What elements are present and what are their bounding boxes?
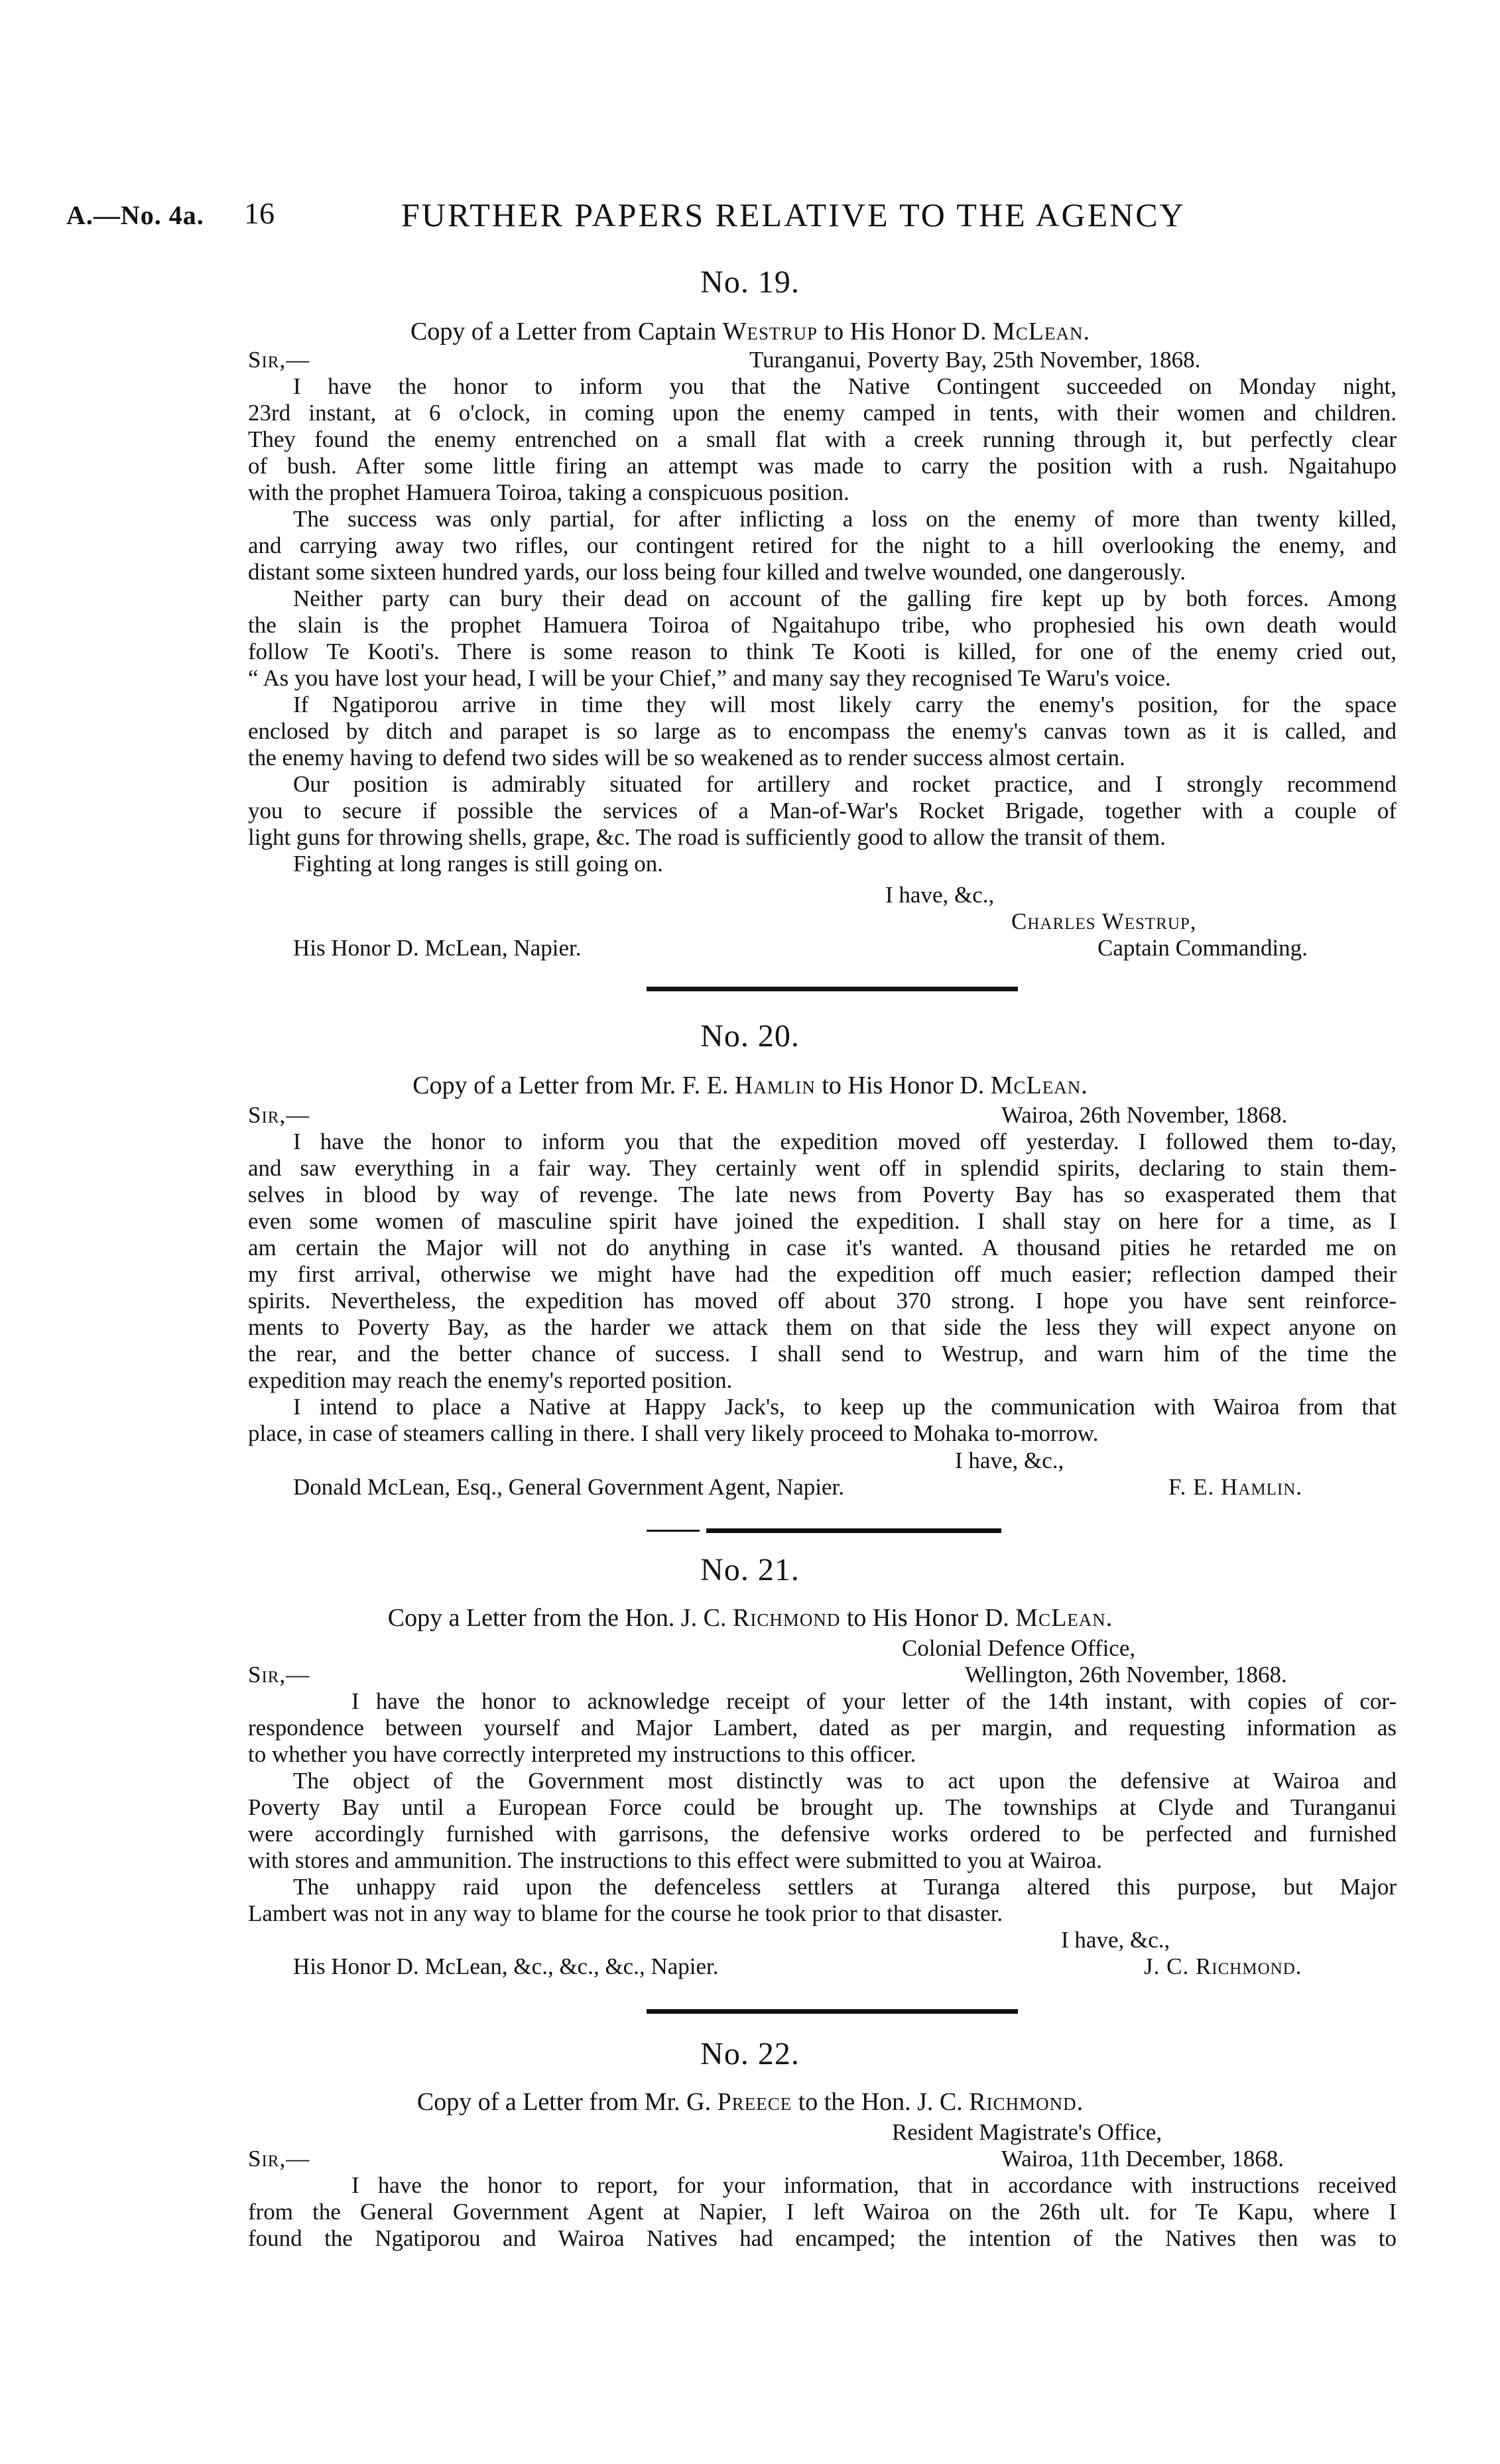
body-line: Neither party can bury their dead on account of the galling fire kept up by both forces. Among [293, 585, 1397, 611]
body-line: I have the honor to acknowledge receipt of your letter of the 14th instant, with copies of cor- [351, 1688, 1397, 1714]
place-line: Colonial Defence Office, [902, 1635, 1136, 1661]
addressee: Donald McLean, Esq., General Government Agent, Napier. [293, 1474, 844, 1500]
section-number: No. 20. [700, 1018, 800, 1054]
signature: Charles Westrup, [1011, 908, 1197, 934]
body-line: distant some sixteen hundred yards, our loss being four killed and twelve wounded, one dangerously. [248, 559, 1186, 585]
section-number: No. 21. [700, 1552, 800, 1587]
salutation: Sir,— [248, 347, 310, 373]
salutation: Sir,— [248, 1662, 310, 1688]
body-line: The success was only partial, for after inflicting a loss on the enemy of more than twenty killed, [293, 506, 1397, 532]
running-title: FURTHER PAPERS RELATIVE TO THE AGENCY [401, 196, 1186, 233]
addressee: His Honor D. McLean, Napier. [293, 935, 582, 961]
body-line: found the Ngatiporou and Wairoa Natives had encamped; the intention of the Natives then was to [248, 2225, 1397, 2251]
place-date: Turanganui, Poverty Bay, 25th November, 1868. [749, 347, 1201, 373]
place-date: Wellington, 26th November, 1868. [965, 1662, 1287, 1688]
body-line: If Ngatiporou arrive in time they will most likely carry the enemy's position, for the space [293, 692, 1397, 717]
paper-reference: A.—No. 4a. [66, 200, 204, 230]
body-line: follow Te Kooti's. There is some reason to think Te Kooti is killed, for one of the enemy cried out, [248, 639, 1397, 664]
body-line: I have the honor to report, for your information, that in accordance with instructions received [351, 2172, 1397, 2198]
section-divider [647, 2009, 1018, 2014]
letter-heading: Copy of a Letter from Mr. G. Preece to the Hon. J. C. Richmond. [416, 2088, 1084, 2116]
section-divider [706, 1528, 1001, 1533]
signature: J. C. Richmond. [1144, 1953, 1302, 1979]
body-line: I have the honor to inform you that the expedition moved off yesterday. I followed them to-day, [293, 1129, 1397, 1154]
body-line: 23rd instant, at 6 o'clock, in coming upon the enemy camped in tents, with their women and children. [248, 400, 1397, 426]
closing: I have, &c., [955, 1448, 1064, 1473]
body-line: respondence between yourself and Major Lambert, dated as per margin, and requesting information as [248, 1715, 1397, 1741]
body-line: with stores and ammunition. The instructions to this effect were submitted to you at Wairoa. [248, 1847, 1103, 1873]
body-line: of bush. After some little firing an attempt was made to carry the position with a rush. Ngaitahupo [248, 453, 1397, 479]
body-line: to whether you have correctly interpreted my instructions to this officer. [248, 1741, 916, 1767]
body-line: Lambert was not in any way to blame for the course he took prior to that disaster. [248, 1900, 1003, 1926]
body-line: were accordingly furnished with garrisons, the defensive works ordered to be perfected and furnished [248, 1821, 1397, 1847]
body-line: Fighting at long ranges is still going on. [293, 851, 664, 877]
body-line: my first arrival, otherwise we might have had the expedition off much easier; reflection damped their [248, 1261, 1397, 1287]
body-line: selves in blood by way of revenge. The late news from Poverty Bay has so exasperated them that [248, 1182, 1397, 1207]
salutation: Sir,— [248, 2146, 310, 2172]
body-line: am certain the Major will not do anything in case it's wanted. A thousand pities he retarded me on [248, 1235, 1397, 1261]
place-date: Wairoa, 26th November, 1868. [1001, 1102, 1288, 1128]
body-line: the rear, and the better chance of success. I shall send to Westrup, and warn him of the time the [248, 1341, 1397, 1367]
body-line: spirits. Nevertheless, the expedition has moved off about 370 strong. I hope you have sent reinforce- [248, 1288, 1397, 1314]
body-line: I have the honor to inform you that the Native Contingent succeeded on Monday night, [293, 373, 1397, 399]
body-line: expedition may reach the enemy's reported position. [248, 1367, 733, 1393]
section-divider-tail [647, 1530, 700, 1532]
body-line: Our position is admirably situated for artillery and rocket practice, and I strongly recommend [293, 771, 1397, 797]
letter-heading: Copy of a Letter from Captain Westrup to His Honor D. McLean. [410, 318, 1090, 345]
section-number: No. 19. [700, 265, 800, 300]
body-line: light guns for throwing shells, grape, &c. The road is sufficiently good to allow the transit of them. [248, 824, 1166, 850]
signature-title: Captain Commanding. [1097, 935, 1308, 961]
body-line: the enemy having to defend two sides will be so weakened as to render success almost certain. [248, 745, 1125, 770]
body-line: Poverty Bay until a European Force could be brought up. The townships at Clyde and Turanganui [248, 1794, 1397, 1820]
body-line: The object of the Government most distinctly was to act upon the defensive at Wairoa and [293, 1768, 1397, 1794]
body-line: the slain is the prophet Hamuera Toiroa of Ngaitahupo tribe, who prophesied his own death would [248, 612, 1397, 638]
letter-heading: Copy of a Letter from Mr. F. E. Hamlin to His Honor D. McLean. [412, 1072, 1088, 1099]
page-number: 16 [244, 196, 275, 230]
body-line: They found the enemy entrenched on a small flat with a creek running through it, but perfectly clear [248, 426, 1397, 452]
body-line: you to secure if possible the services of a Man-of-War's Rocket Brigade, together with a couple of [248, 798, 1397, 824]
body-line: The unhappy raid upon the defenceless settlers at Turanga altered this purpose, but Major [293, 1874, 1397, 1900]
body-line: from the General Government Agent at Napier, I left Wairoa on the 26th ult. for Te Kapu, where I [248, 2199, 1397, 2225]
salutation: Sir,— [248, 1102, 310, 1128]
body-line: ments to Poverty Bay, as the harder we attack them on that side the less they will expect anyone on [248, 1314, 1397, 1340]
place-line: Resident Magistrate's Office, [892, 2119, 1162, 2145]
body-line: “ As you have lost your head, I will be your Chief,” and many say they recognised Te Waru's voice. [248, 665, 1171, 691]
running-header [0, 196, 1500, 235]
closing: I have, &c., [1061, 1927, 1170, 1953]
body-line: I intend to place a Native at Happy Jack's, to keep up the communication with Wairoa from that [293, 1394, 1397, 1420]
body-line: place, in case of steamers calling in there. I shall very likely proceed to Mohaka to-morrow. [248, 1420, 1099, 1446]
body-line: with the prophet Hamuera Toiroa, taking a conspicuous position. [248, 479, 849, 505]
section-divider [647, 987, 1018, 991]
letter-heading: Copy a Letter from the Hon. J. C. Richmond to His Honor D. McLean. [387, 1604, 1113, 1632]
body-line: and saw everything in a fair way. They certainly went off in splendid spirits, declaring to stain them- [248, 1155, 1397, 1181]
place-date: Wairoa, 11th December, 1868. [1001, 2146, 1284, 2172]
addressee: His Honor D. McLean, &c., &c., &c., Napier. [293, 1953, 719, 1979]
section-number: No. 22. [700, 2036, 800, 2071]
body-line: and carrying away two rifles, our contingent retired for the night to a hill overlooking the enemy, and [248, 532, 1397, 558]
closing: I have, &c., [885, 882, 995, 908]
signature: F. E. Hamlin. [1168, 1474, 1303, 1500]
body-line: even some women of masculine spirit have joined the expedition. I shall stay on here for a time, as I [248, 1208, 1397, 1234]
body-line: enclosed by ditch and parapet is so large as to encompass the enemy's canvas town as it is called, and [248, 718, 1397, 744]
